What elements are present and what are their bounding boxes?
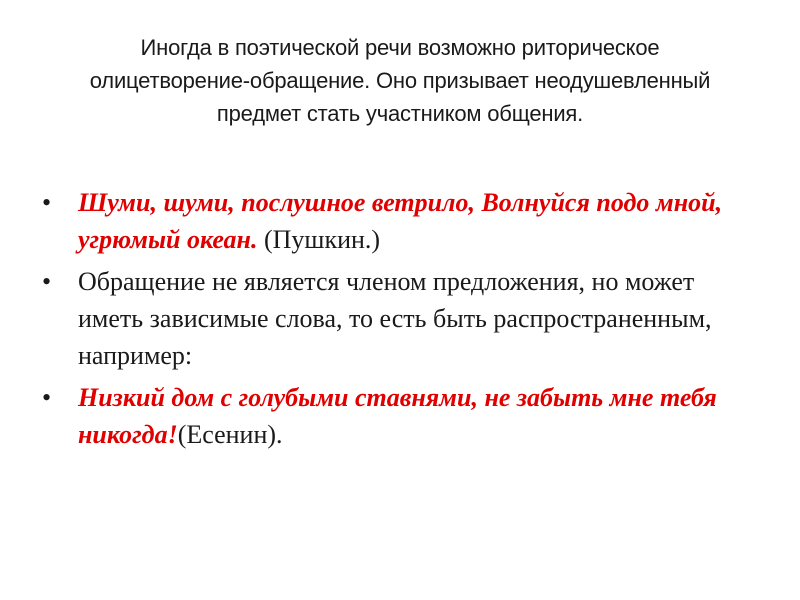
source-pushkin: (Пушкин.) xyxy=(257,225,381,254)
bullet-list xyxy=(38,184,738,458)
quote-esenin: Низкий дом с голубыми ставнями, не забыть мне тебя никогда! xyxy=(78,383,717,449)
slide-title xyxy=(30,31,770,130)
bullet-item-pushkin xyxy=(38,184,738,258)
bullet-icon: • xyxy=(42,267,52,296)
title-line-3: предмет стать участником общения. xyxy=(216,101,584,126)
title-line-2: олицетворение-обращение. Оно призывает неодушевленный xyxy=(89,68,711,93)
source-esenin: (Есенин). xyxy=(177,420,283,449)
bullet-icon: • xyxy=(42,383,52,412)
bullet-icon: • xyxy=(42,188,52,217)
bullet-item-esenin xyxy=(38,379,738,453)
quote-pushkin: Шуми, шуми, послушное ветрило, Волнуйся подо мной, угрюмый океан. xyxy=(78,188,723,254)
rule-text: Обращение не является членом предложения, но может иметь зависимые слова, то есть быть распространенным, например: xyxy=(78,267,712,370)
title-line-1: Иногда в поэтической речи возможно риторическое xyxy=(140,35,660,60)
bullet-item-rule xyxy=(38,263,738,374)
